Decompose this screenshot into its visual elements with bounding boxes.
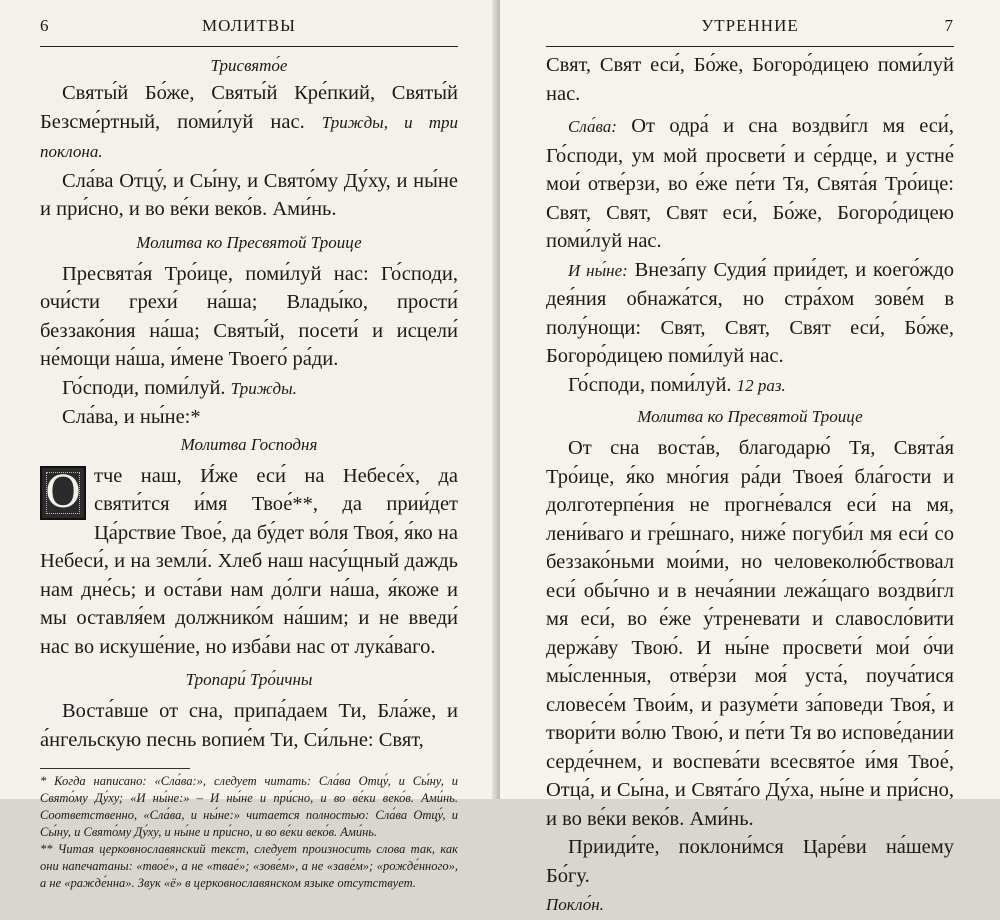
page-number-left: 6 [40, 16, 50, 35]
heading-troitse: Молитва ко Пресвятой Троице [136, 232, 362, 252]
slava-i-nyne-line: Сла́ва, и ны́не:* [62, 406, 201, 428]
heading-gospodnya: Молитва Господня [180, 434, 318, 454]
page-number-right: 7 [944, 16, 954, 35]
slava-tropar-paragraph: Сла́ва: От одра́ и сна воздви́гл мя еси́, Го́споди, ум мой просвети́ и се́рдце, и устне́ мои́ отве́рзи, во е́же пе́ти Тя, Свята́я Тро́ице: Свят, Свят, Свят еси́, Бо́же, Богоро́дицею поми́луй нас. [546, 115, 954, 252]
footnotes [40, 773, 458, 892]
svyat-continuation: Свят, Свят еси́, Бо́же, Богоро́дицею поми́луй нас. [546, 54, 954, 105]
heading-troitse-right: Молитва ко Пресвятой Троице [637, 407, 863, 426]
drop-cap-letter: О [40, 466, 86, 520]
right-running-head [546, 12, 954, 47]
slava-paragraph: Сла́ва Отцу́, и Сы́ну, и Свято́му Ду́ху, и ны́не и при́сно, и во ве́ки веко́в. Ами́нь. [40, 169, 458, 220]
rubric-trizhdy: Трижды. [230, 378, 297, 398]
otche-nash-paragraph: О тче наш, И́же еси́ на Небесе́х, да святи́тся и́мя Твое́**, да прии́дет Ца́рствие Твое́, да бу́дет во́ля Твоя́, я́ко на Небеси́, и на земли́. Хлеб наш насу́щный даждь нам дне́сь; и оста́ви нам до́лги на́ша, я́коже и мы оставля́ем должнико́м на́шим; и не введи́ нас во искуше́ние, но изба́ви нас от лука́ваго. [40, 464, 458, 658]
gospodi-12-paragraph: Го́споди, поми́луй. 12 раз. [568, 373, 786, 396]
left-running-head [40, 12, 458, 47]
running-title-left: МОЛИТВЫ [202, 16, 296, 35]
trisvyatoe-paragraph: Святы́й Бо́же, Святы́й Кре́пкий, Святы́й Безсме́ртный, поми́луй нас. Трижды, и три поклона. [40, 82, 458, 161]
heading-trisvyatoe: Трисвято́е [210, 56, 288, 75]
tropari-paragraph: Воста́вше от сна, припа́даем Ти, Бла́же, и а́нгельскую песнь вопие́м Ти, Си́льне: Свят, [40, 700, 458, 751]
gospodi-paragraph: Го́споди, поми́луй. Трижды. [62, 376, 297, 399]
priidite-paragraph: Прииди́те, поклони́мся Царе́ви на́шему Бо́гу. [546, 836, 954, 887]
left-page [0, 0, 496, 890]
rubric-trizhdy-poklona: Трижды, и три поклона. [40, 112, 458, 161]
right-page [500, 0, 1000, 914]
troitse-right-paragraph: От сна воста́в, благодарю́ Тя, Свята́я Тро́ице, я́ко мно́гия ра́ди Твоея́ бла́гости и долготерпе́ния не прогне́вался еси́ на мя, лени́ваго и гре́шнаго, ниже́ погуби́л мя еси́ со беззако́ньми мои́ми, но человеколю́бствовал еси́ обы́чно и в неча́янии лежа́щаго воздви́гл мя еси́, во е́же у́треневати и славосло́вити держа́ву Твою́. И ны́не просвети́ мои́ о́чи мы́сленныя, отве́рзи моя́ уста́, поуча́тися словесе́м Твои́м, и разуме́ти за́поведи Твоя́, и твори́ти во́лю Твою́, и пе́ти Тя во испове́дании серде́чнем, и воспева́ти всесвято́е и́мя Твое́, Отца́, и Сы́на, и Свята́го Ду́ха, ны́не и при́сно, и во ве́ки веко́в. Ами́нь. [546, 437, 954, 830]
rubric-12-raz: 12 раз. [736, 375, 786, 395]
poklon-line: Покло́н. [546, 895, 604, 914]
footnote-rule [40, 768, 190, 769]
footnote-1: * Когда написано: «Сла́ва:», следует читать: Сла́ва Отцу́, и Сы́ну, и Свято́му Ду́ху; «И ны́не:» – И ны́не и при́сно, и во ве́ки веко́в. Ами́нь. Соответственно, «Сла́ва, и ны́не:» читается полностью: Сла́ва Отцу́, и Сы́ну, и Свято́му Ду́ху, и ны́не и при́сно, и во ве́ки веко́в. Ами́нь. [40, 774, 458, 839]
footnote-2: ** Читая церковнославянский текст, следует произносить слова так, как они напечатаны: «твое́», а не «твае́»; «зове́м», а не «заве́м»; «рожде́нного», а не «ражде́нна». Звук «ё» в церковнославянском языке отсутствует. [40, 842, 458, 890]
slava-label: Сла́ва: [568, 117, 617, 136]
troitse-paragraph: Пресвята́я Тро́ице, поми́луй нас: Го́споди, очи́сти грехи́ на́ша; Влады́ко, прости́ беззако́ния на́ша; Святы́й, посети́ и исцели́ не́мощи на́ша, и́мене Твоего́ ра́ди. [40, 262, 458, 370]
running-title-right: УТРЕННИЕ [701, 16, 799, 35]
i-nyne-tropar-paragraph: И ны́не: Внеза́пу Судия́ прии́дет, и коего́ждо дея́ния обнажа́тся, но стра́хом зове́м в полу́нощи: Свят, Свят, Свят еси́, Бо́же, Богоро́дицею поми́луй нас. [546, 258, 955, 367]
heading-tropari: Тропари́ Тро́ичны [185, 670, 313, 689]
i-nyne-label: И ны́не: [568, 260, 628, 280]
